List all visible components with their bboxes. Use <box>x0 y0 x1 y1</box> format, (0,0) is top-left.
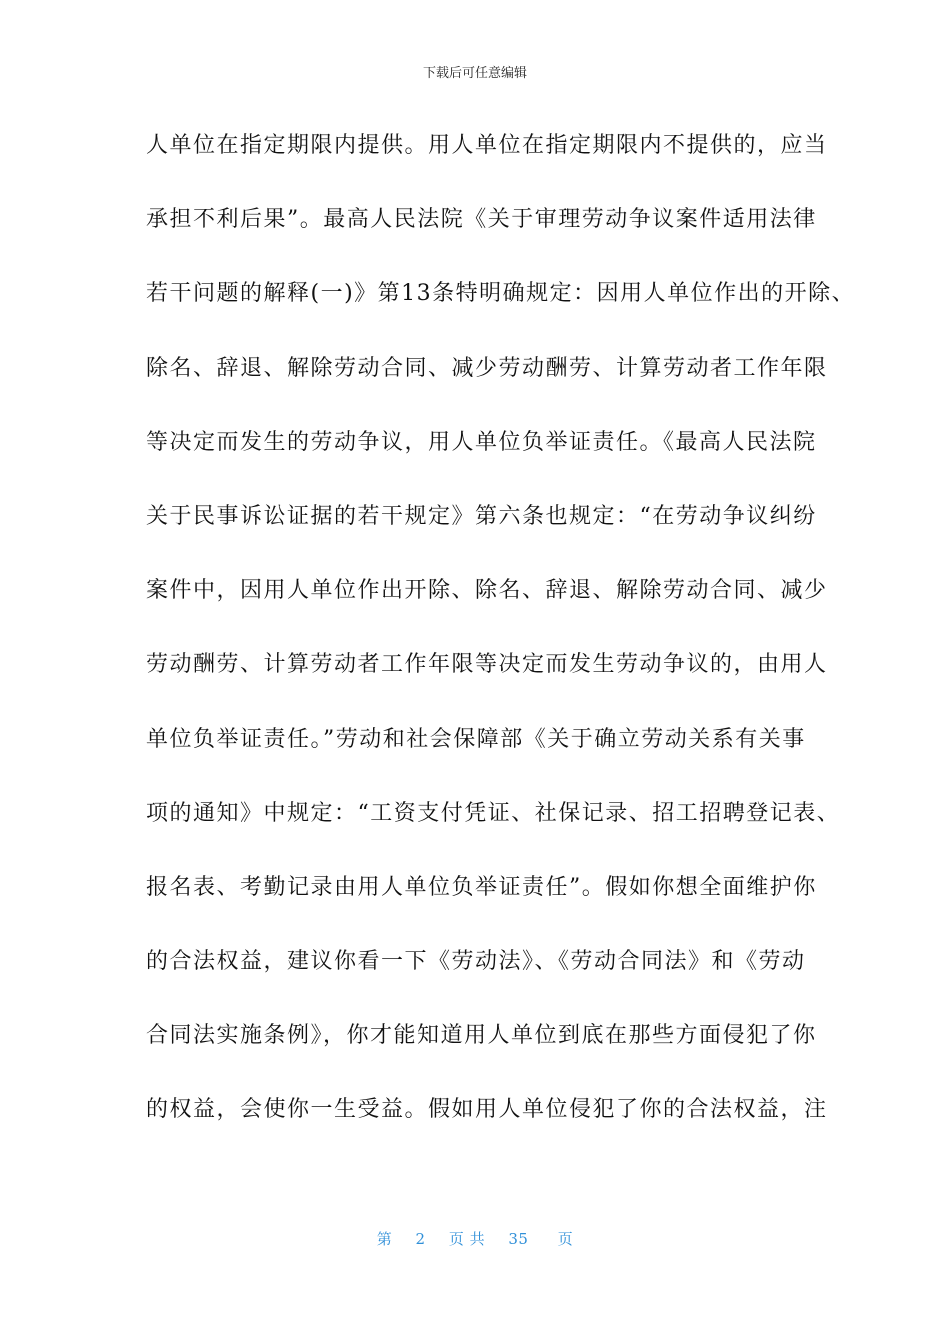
body-line-7: 案件中，因用人单位作出开除、除名、辞退、解除劳动合同、减少 <box>146 578 828 604</box>
body-line-13: 合同法实施条例》，你才能知道用人单位到底在那些方面侵犯了你 <box>146 1023 817 1049</box>
page-footer <box>0 1228 950 1250</box>
body-line-10: 项的通知》中规定：“工资支付凭证、社保记录、招工招聘登记表、 <box>146 800 841 826</box>
footer-total-pages: 35 <box>508 1230 529 1248</box>
footer-suffix: 页 <box>557 1230 574 1248</box>
page-header <box>0 66 950 82</box>
document-body <box>146 124 856 1163</box>
body-line-8: 劳动酬劳、计算劳动者工作年限等决定而发生劳动争议的，由用人 <box>146 652 828 678</box>
body-line-14: 的权益，会使你一生受益。假如用人单位侵犯了你的合法权益，注 <box>146 1097 828 1123</box>
body-line-12: 的合法权益，建议你看一下《劳动法》、《劳动合同法》和《劳动 <box>146 949 806 975</box>
body-line-9: 单位负举证责任。”劳动和社会保障部《关于确立劳动关系有关事 <box>146 726 806 752</box>
body-line-5: 等决定而发生的劳动争议，用人单位负举证责任。《最高人民法院 <box>146 429 817 455</box>
footer-middle: 页 共 <box>448 1230 486 1248</box>
header-note: 下载后可任意编辑 <box>422 66 527 81</box>
footer-current-page: 2 <box>415 1230 426 1248</box>
footer-prefix: 第 <box>376 1230 393 1248</box>
body-line-2: 承担不利后果”。最高人民法院《关于审理劳动争议案件适用法律 <box>146 207 817 233</box>
body-line-6: 关于民事诉讼证据的若干规定》第六条也规定：“在劳动争议纠纷 <box>146 503 817 529</box>
body-line-11: 报名表、考勤记录由用人单位负举证责任”。假如你想全面维护你 <box>146 874 817 900</box>
body-line-4: 除名、辞退、解除劳动合同、减少劳动酬劳、计算劳动者工作年限 <box>146 355 828 381</box>
body-line-1: 人单位在指定期限内提供。用人单位在指定期限内不提供的，应当 <box>146 133 828 158</box>
body-line-3: 若干问题的解释(一)》第13条特明确规定：因用人单位作出的开除、 <box>146 281 856 307</box>
